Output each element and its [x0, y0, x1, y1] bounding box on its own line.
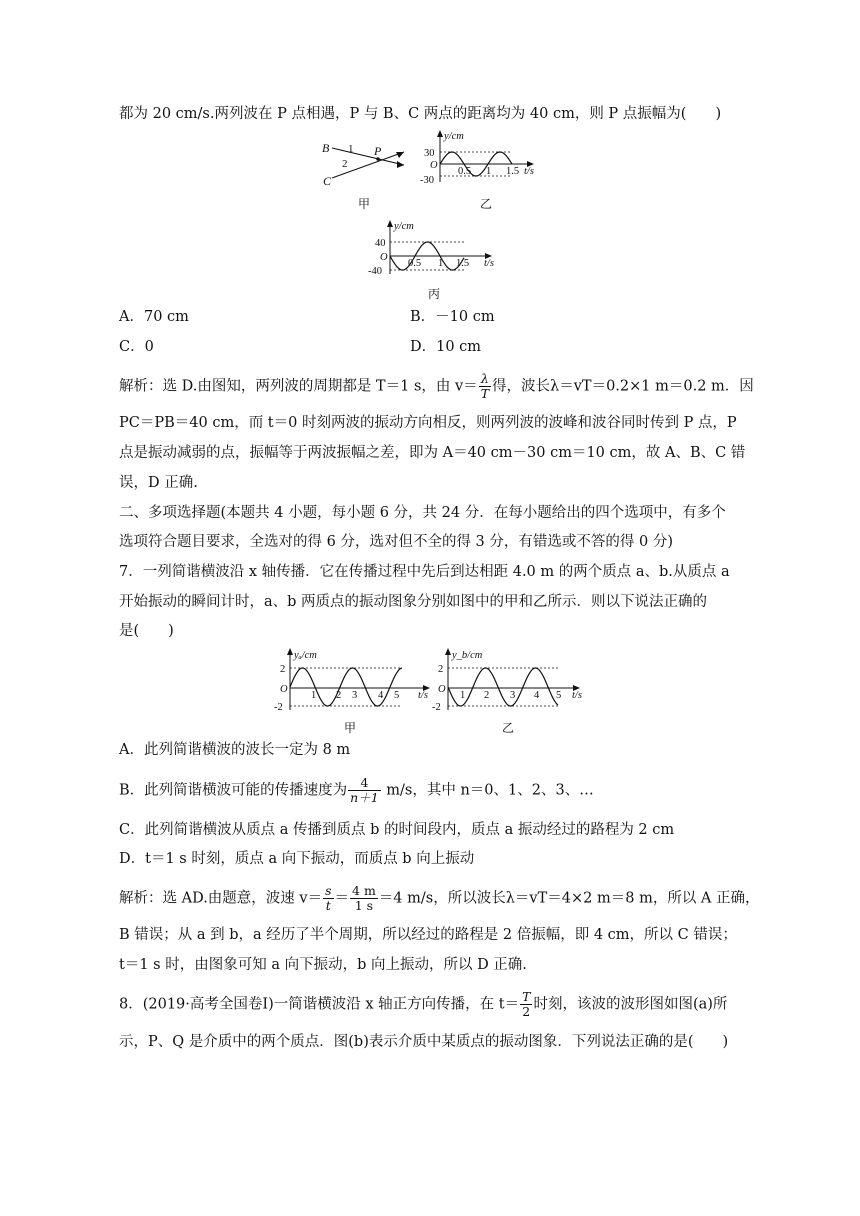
frac-den: T	[480, 386, 490, 401]
tick-x-3: 3	[510, 690, 516, 701]
fraction-4m-over-1s	[350, 884, 378, 913]
arrow-2-icon	[396, 152, 404, 158]
q6-analysis-text-b: 得，波长λ＝vT＝0.2×1 m＝0.2 m．因	[492, 378, 754, 395]
tick-y-bot: -2	[274, 702, 283, 713]
origin-label: O	[280, 684, 288, 695]
frac-den: 1 s	[354, 898, 374, 913]
tick-x-2: 2	[484, 690, 490, 701]
y-arrow-icon	[387, 220, 393, 227]
tick-y-top: 2	[280, 664, 286, 675]
frac-num: λ	[479, 372, 491, 387]
tick-x-1: 1	[460, 690, 466, 701]
label-1: 1	[348, 143, 354, 155]
tick-y-bot: -30	[420, 175, 434, 186]
x-label: t/s	[418, 690, 428, 701]
label-2: 2	[342, 158, 348, 170]
x-label: t/s	[524, 166, 534, 177]
y-label: yₐ/cm	[294, 650, 317, 661]
fraction-s-over-t	[323, 884, 333, 913]
fraction-t-over-2	[520, 990, 532, 1019]
q6-analysis-line-1	[119, 372, 754, 401]
tick-x-4: 4	[534, 690, 540, 701]
q6-analysis-line-4: 误，D 正确.	[119, 475, 198, 491]
y-arrow-icon	[287, 648, 293, 655]
tick-y-bot: -2	[432, 702, 441, 713]
frac-num: 4 m	[352, 883, 376, 898]
x-label: t/s	[572, 690, 582, 701]
wave-curve	[290, 668, 402, 706]
caption-yi: 乙	[480, 197, 493, 211]
tick-x-3: 3	[352, 690, 358, 701]
q7-analysis-line-1	[119, 884, 760, 913]
caption-yi: 乙	[502, 721, 515, 735]
frac-num: 4	[348, 776, 381, 791]
tick-x-2: 1	[438, 258, 444, 269]
tick-y-top: 2	[438, 664, 444, 675]
q7-option-a: A．此列简谐横波的波长一定为 8 m	[119, 742, 351, 758]
q6-stem: 都为 20 cm/s.两列波在 P 点相遇，P 与 B、C 两点的距离均为 40 cm，则 P 点振幅为( )	[119, 106, 722, 122]
q6-option-b: B．－10 cm	[410, 309, 495, 325]
equals-sign: ＝	[334, 890, 350, 907]
y-label: y_b/cm	[452, 650, 483, 661]
origin-label: O	[430, 160, 438, 171]
frac-num: T	[522, 989, 531, 1004]
q6-option-c: C．0	[119, 339, 154, 355]
q8-text-b: 时刻，该波的波形图如图(a)所	[533, 996, 728, 1013]
tick-y-bot: -40	[368, 266, 382, 277]
y-label: y/cm	[444, 131, 464, 142]
q7-figure-jia	[268, 644, 438, 736]
frac-den: 2	[522, 1004, 531, 1019]
q6-option-a: A．70 cm	[119, 309, 189, 325]
q6-analysis-text-a: 解析：选 D.由图知，两列波的周期都是 T＝1 s，由 v＝	[119, 378, 478, 395]
y-arrow-icon	[445, 648, 451, 655]
q7-figure-yi	[426, 644, 596, 736]
q7-option-b-text: B．此列简谐横波可能的传播速度为	[119, 782, 348, 799]
tick-x-3: 1.5	[506, 166, 520, 177]
tick-x-2: 1	[486, 166, 492, 177]
tick-x-2: 2	[336, 690, 342, 701]
tick-x-5: 5	[556, 690, 562, 701]
tick-x-4: 4	[378, 690, 384, 701]
caption-bing: 丙	[428, 287, 441, 301]
label-p: P	[374, 144, 382, 158]
tick-y-top: 40	[375, 238, 386, 249]
q8-line-2: 示，P、Q 是介质中的两个质点．图(b)表示介质中某质点的振动图象．下列说法正确的是( )	[119, 1034, 729, 1050]
tick-x-1: 0.5	[408, 258, 422, 269]
origin-label: O	[438, 684, 446, 695]
q6-analysis-line-2: PC＝PB＝40 cm，而 t＝0 时刻两波的振动方向相反，则两列波的波峰和波谷同时传到 P 点，P	[119, 415, 737, 431]
caption-jia: 甲	[344, 721, 357, 735]
q7-option-d: D．t＝1 s 时刻，质点 a 向下振动，而质点 b 向上振动	[119, 851, 475, 867]
q8-line-1	[119, 990, 727, 1019]
fraction-4-over-n1	[348, 776, 381, 805]
q7-stem-line-3: 是( )	[119, 623, 174, 639]
tick-x-3: 1.5	[456, 258, 470, 269]
frac-num: s	[325, 883, 332, 898]
tick-x-1: 1	[311, 690, 317, 701]
q8-text-a: 8．(2019·高考全国卷Ⅰ)一简谐横波沿 x 轴正方向传播，在 t＝	[119, 996, 520, 1013]
q7-option-b	[119, 776, 594, 805]
fraction-lambda-over-t	[479, 372, 491, 401]
q7-option-b-tail: m/s，其中 n＝0、1、2、3、…	[381, 782, 594, 799]
label-b: B	[322, 141, 330, 155]
tick-y-top: 30	[424, 148, 435, 159]
q7-option-c: C．此列简谐横波从质点 a 传播到质点 b 的时间段内，质点 a 振动经过的路程为 2 cm	[119, 822, 675, 838]
y-label: y/cm	[394, 221, 414, 232]
q7-stem-line-2: 开始振动的瞬间计时，a、b 两质点的振动图象分别如图中的甲和乙所示．则以下说法正确的	[119, 594, 708, 610]
q6-figure-yi	[420, 128, 550, 213]
q6-figure-bing	[366, 218, 501, 303]
tick-x-1: 0.5	[458, 166, 472, 177]
q6-analysis-line-3: 点是振动减弱的点，振幅等于两波振幅之差，即为 A＝40 cm－30 cm＝10 cm，故 A、B、C 错	[119, 445, 746, 461]
q7-analysis-line-2: B 错误；从 a 到 b，a 经历了半个周期，所以经过的路程是 2 倍振幅，即 4 cm，所以 C 错误；	[119, 927, 737, 943]
y-arrow-icon	[437, 130, 443, 137]
section2-line-2: 选项符合题目要求，全选对的得 6 分，选对但不全的得 3 分，有错选或不答的得 0 分)	[119, 534, 673, 550]
label-c: C	[323, 174, 332, 188]
caption-jia: 甲	[358, 197, 371, 211]
section2-line-1: 二、多项选择题(本题共 4 小题，每小题 6 分，共 24 分．在每小题给出的四个选项中，有多个	[119, 505, 726, 521]
q7-analysis-line-3: t＝1 s 时，由图象可知 a 向下振动，b 向上振动，所以 D 正确.	[119, 957, 527, 973]
q7-analysis-text-a: 解析：选 AD.由题意，波速 v＝	[119, 890, 323, 907]
frac-den: t	[325, 898, 331, 913]
q7-analysis-text-b: ＝4 m/s，所以波长λ＝vT＝4×2 m＝8 m，所以 A 正确，	[378, 890, 760, 907]
origin-label: O	[380, 252, 388, 263]
x-label: t/s	[484, 258, 494, 269]
q6-option-d: D．10 cm	[410, 339, 482, 355]
q7-stem-line-1: 7．一列简谐横波沿 x 轴传播．它在传播过程中先后到达相距 4.0 m 的两个质点 a、b.从质点 a	[119, 564, 730, 580]
tick-x-5: 5	[394, 690, 400, 701]
arrow-1-icon	[397, 161, 404, 168]
q6-figure-jia	[318, 138, 418, 213]
frac-den: n＋1	[350, 790, 379, 805]
